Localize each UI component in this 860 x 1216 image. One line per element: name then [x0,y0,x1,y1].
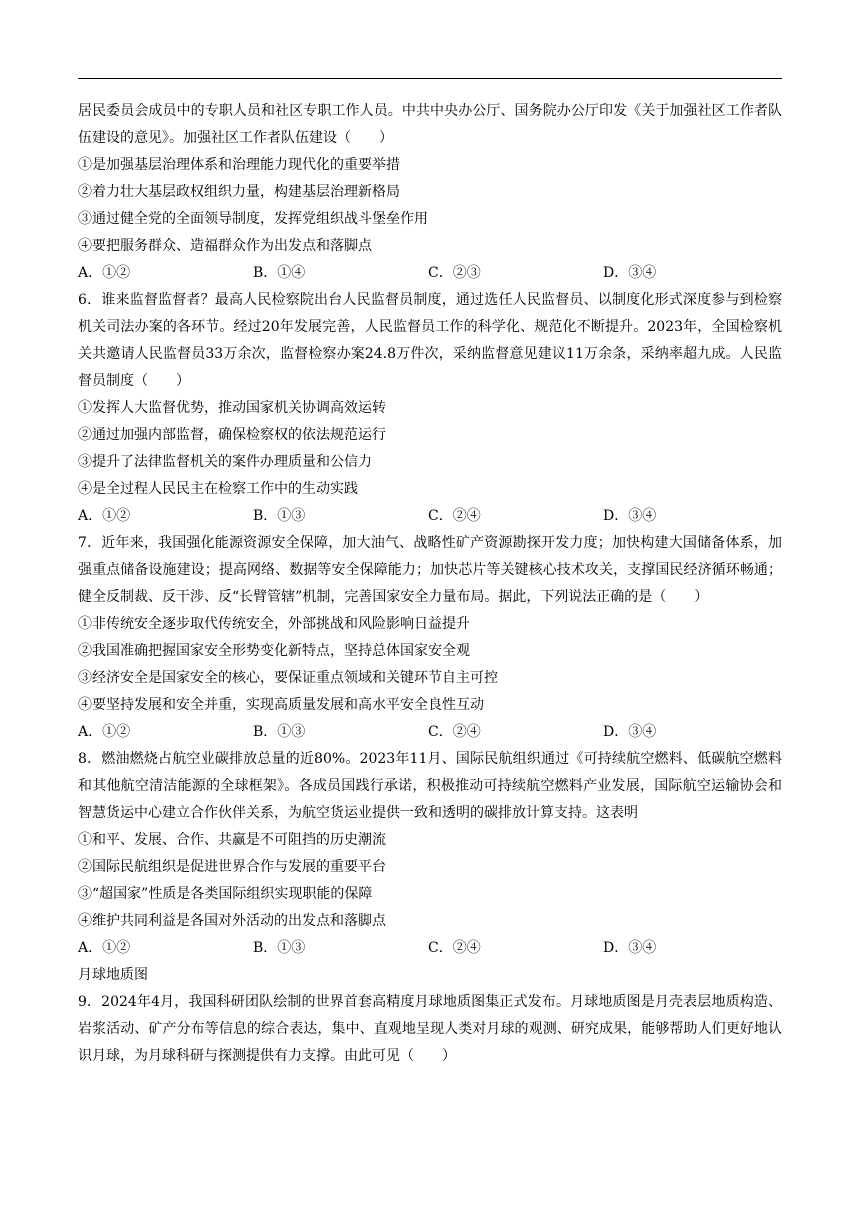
question-9 [78,989,782,1070]
answer-options [78,260,782,287]
option-b: B．①③ [253,724,306,740]
header-rule [78,78,782,79]
option-d: D．③④ [603,940,657,956]
option-b: B．①④ [253,265,306,281]
statement-1: ①发挥人大监督优势，推动国家机关协调高效运转 [78,400,386,416]
statement-2: ②国际民航组织是促进世界合作与发展的重要平台 [78,859,386,875]
statement-3: ③“超国家”性质是各类国际组织实现职能的保障 [78,886,373,902]
statement-1: ①是加强基层治理体系和治理能力现代化的重要举措 [78,157,400,173]
option-c: C．②④ [428,940,481,956]
answer-options [78,503,782,530]
option-d: D．③④ [603,508,657,524]
option-c: C．②③ [428,265,481,281]
question-6 [78,287,782,530]
statement-4: ④维护共同利益是各国对外活动的出发点和落脚点 [78,913,386,929]
question-stem: 7．近年来，我国强化能源资源安全保障，加大油气、战略性矿产资源勘探开发力度；加快构建大国储备体系，加强重点储备设施建设；提高网络、数据等安全保障能力；加快芯片等关键核心技术攻关，支撑国民经济循环畅通；健全反制裁、反干涉、反“长臂管辖”机制，完善国家安全力量布局。据此，下列说法正确的是（ ） [78,535,782,605]
option-b: B．①③ [253,508,306,524]
question-stem: 居民委员会成员中的专职人员和社区专职工作人员。中共中央办公厅、国务院办公厅印发《关于加强社区工作者队伍建设的意见》。加强社区工作者队伍建设（ ） [78,103,782,146]
question-stem: 6．谁来监督监督者？最高人民检察院出台人民监督员制度，通过选任人民监督员、以制度化形式深度参与到检察机关司法办案的各环节。经过20年发展完善，人民监督员工作的科学化、规范化不断提升。2023年，全国检察机关共邀请人民监督员33万余次，监督检察办案24.8万件次，采纳监督意见建议11万余条，采纳率超九成。人民监督员制度（ ） [78,292,782,389]
option-a: A．①② [78,508,131,524]
answer-options [78,935,782,962]
option-a: A．①② [78,265,131,281]
option-a: A．①② [78,940,131,956]
option-b: B．①③ [253,940,306,956]
question-5 [78,98,782,287]
question-stem: 9．2024年4月，我国科研团队绘制的世界首套高精度月球地质图集正式发布。月球地质图是月壳表层地质构造、岩浆活动、矿产分布等信息的综合表达，集中、直观地呈现人类对月球的观测、研究成果，能够帮助人们更好地认识月球，为月球科研与探测提供有力支撑。由此可见（ ） [78,994,782,1064]
answer-options [78,719,782,746]
document-page [78,98,782,1070]
statement-4: ④要把服务群众、造福群众作为出发点和落脚点 [78,238,372,254]
question-8 [78,746,782,962]
question-7 [78,530,782,746]
statement-2: ②通过加强内部监督，确保检察权的依法规范运行 [78,427,386,443]
section-label: 月球地质图 [78,967,148,983]
statement-2: ②着力壮大基层政权组织力量，构建基层治理新格局 [78,184,400,200]
statement-3: ③提升了法律监督机关的案件办理质量和公信力 [78,454,372,470]
option-c: C．②④ [428,508,481,524]
statement-4: ④要坚持发展和安全并重，实现高质量发展和高水平安全良性互动 [78,697,484,713]
option-d: D．③④ [603,265,657,281]
option-c: C．②④ [428,724,481,740]
statement-4: ④是全过程人民民主在检察工作中的生动实践 [78,481,358,497]
statement-3: ③通过健全党的全面领导制度，发挥党组织战斗堡垒作用 [78,211,428,227]
statement-1: ①非传统安全逐步取代传统安全，外部挑战和风险影响日益提升 [78,616,470,632]
statement-2: ②我国准确把握国家安全形势变化新特点，坚持总体国家安全观 [78,643,470,659]
statement-1: ①和平、发展、合作、共赢是不可阻挡的历史潮流 [78,832,386,848]
statement-3: ③经济安全是国家安全的核心，要保证重点领域和关键环节自主可控 [78,670,498,686]
option-a: A．①② [78,724,131,740]
option-d: D．③④ [603,724,657,740]
question-stem: 8．燃油燃烧占航空业碳排放总量的近80%。2023年11月、国际民航组织通过《可持续航空燃料、低碳航空燃料和其他航空清洁能源的全球框架》。各成员国践行承诺，积极推动可持续航空燃料产业发展，国际航空运输协会和智慧货运中心建立合作伙伴关系，为航空货运业提供一致和透明的碳排放计算支持。这表明 [78,751,782,821]
